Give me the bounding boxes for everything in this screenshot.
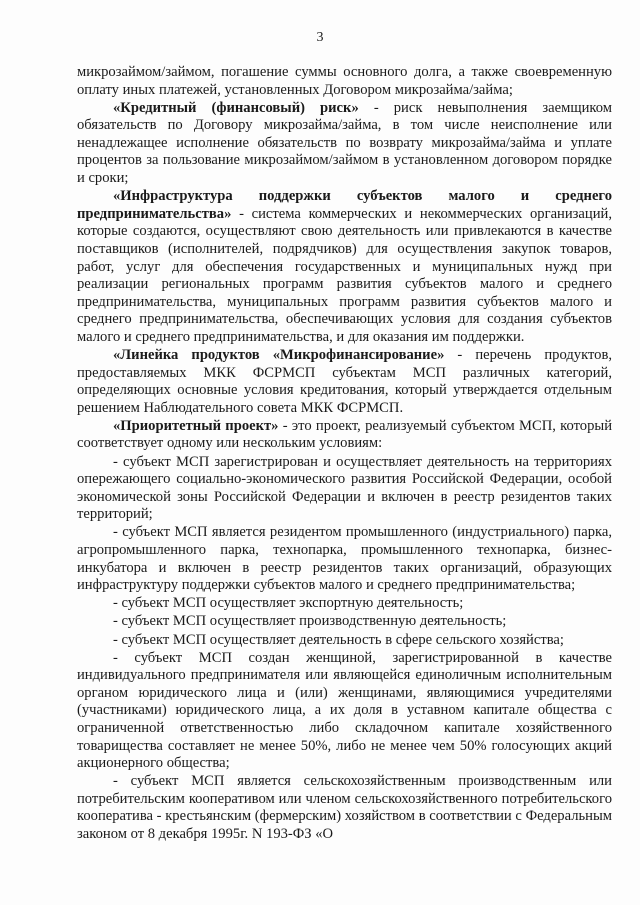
- definition-paragraph: «Инфраструктура поддержки субъектов малого и среднего предпринимательства» - система коммерческих и некоммерческих организаций, которые создаются, осуществляют свою деятельность или привлекаются в качестве поставщиков (исполнителей, подрядчиков) для осуществления закупок товаров, работ, услуг для обеспечения государственных и муниципальных нужд при реализации региональных программ развития субъектов малого и среднего предпринимательства, муниципальных программ развития субъектов малого и среднего предпринимательства, обеспечивающих условия для создания субъектов малого и среднего предпринимательства, и для оказания им поддержки.: [77, 188, 612, 345]
- list-item: - субъект МСП создан женщиной, зарегистрированной в качестве индивидуального предпринимателя или являющейся единоличным исполнительным органом юридического лица и (или) женщинами, являющимися учредителями (участниками) юридического лица, а их доля в уставном капитале общества с ограниченной ответственностью либо складочном капитале хозяйственного товарищества составляет не менее 50%, либо не менее чем 50% голосующих акций акционерного общества;: [77, 649, 612, 772]
- list-item: - субъект МСП осуществляет производственную деятельность;: [113, 613, 507, 630]
- list-item: - субъект МСП осуществляет экспортную деятельность;: [113, 595, 464, 612]
- definition-paragraph: «Кредитный (финансовый) риск» - риск невыполнения заемщиком обязательств по Договору микрозайма/займа, в том числе неисполнение или ненадлежащее исполнение обязательств по возврату микрозайма/займа и уплате процентов за пользование микрозаймом/займом в установленном договором порядке и сроки;: [77, 99, 612, 187]
- page-number: 3: [316, 30, 324, 45]
- defined-term: «Приоритетный проект»: [113, 417, 279, 434]
- definition-paragraph: «Приоритетный проект» - это проект, реализуемый субъектом МСП, который соответствует одному или нескольким условиям:: [77, 417, 613, 452]
- defined-term: «Кредитный (финансовый) риск»: [113, 99, 359, 116]
- defined-term: «Инфраструктура поддержки субъектов малого и среднего предпринимательства»: [77, 188, 612, 222]
- paragraph: микрозаймом/займом, погашение суммы основного долга, а также своевременную оплату иных платежей, установленных Договором микрозайма/займа;: [77, 64, 612, 98]
- list-item: - субъект МСП является сельскохозяйственным производственным или потребительским кооперативом или членом сельскохозяйственного потребительского кооператива - крестьянским (фермерским) хозяйством в соответствии с Федеральным законом от 8 декабря 1995г. N 193-ФЗ «О: [77, 773, 612, 843]
- document-body: [77, 64, 612, 844]
- list-item: - субъект МСП осуществляет деятельность в сфере сельского хозяйства;: [113, 631, 564, 648]
- list-item: - субъект МСП является резидентом промышленного (индустриального) парка, агропромышленного парка, технопарка, промышленного технопарка, бизнес-инкубатора и включен в реестр резидентов таких организаций, образующих инфраструктуру поддержки субъектов малого и среднего предпринимательства;: [77, 524, 612, 594]
- defined-term: «Линейка продуктов «Микрофинансирование»: [113, 347, 445, 363]
- definition-paragraph: «Линейка продуктов «Микрофинансирование» - перечень продуктов, предоставляемых МКК ФСРМСП субъектам МСП различных категорий, определяющих основные условия кредитования, который утверждается отдельным решением Наблюдательного совета МКК ФСРМСП.: [77, 347, 612, 416]
- list-item: - субъект МСП зарегистрирован и осуществляет деятельность на территориях опережающего социально-экономического развития Российской Федерации, особой экономической зоны Российской Федерации и включен в реестр резидентов таких территорий;: [77, 453, 612, 523]
